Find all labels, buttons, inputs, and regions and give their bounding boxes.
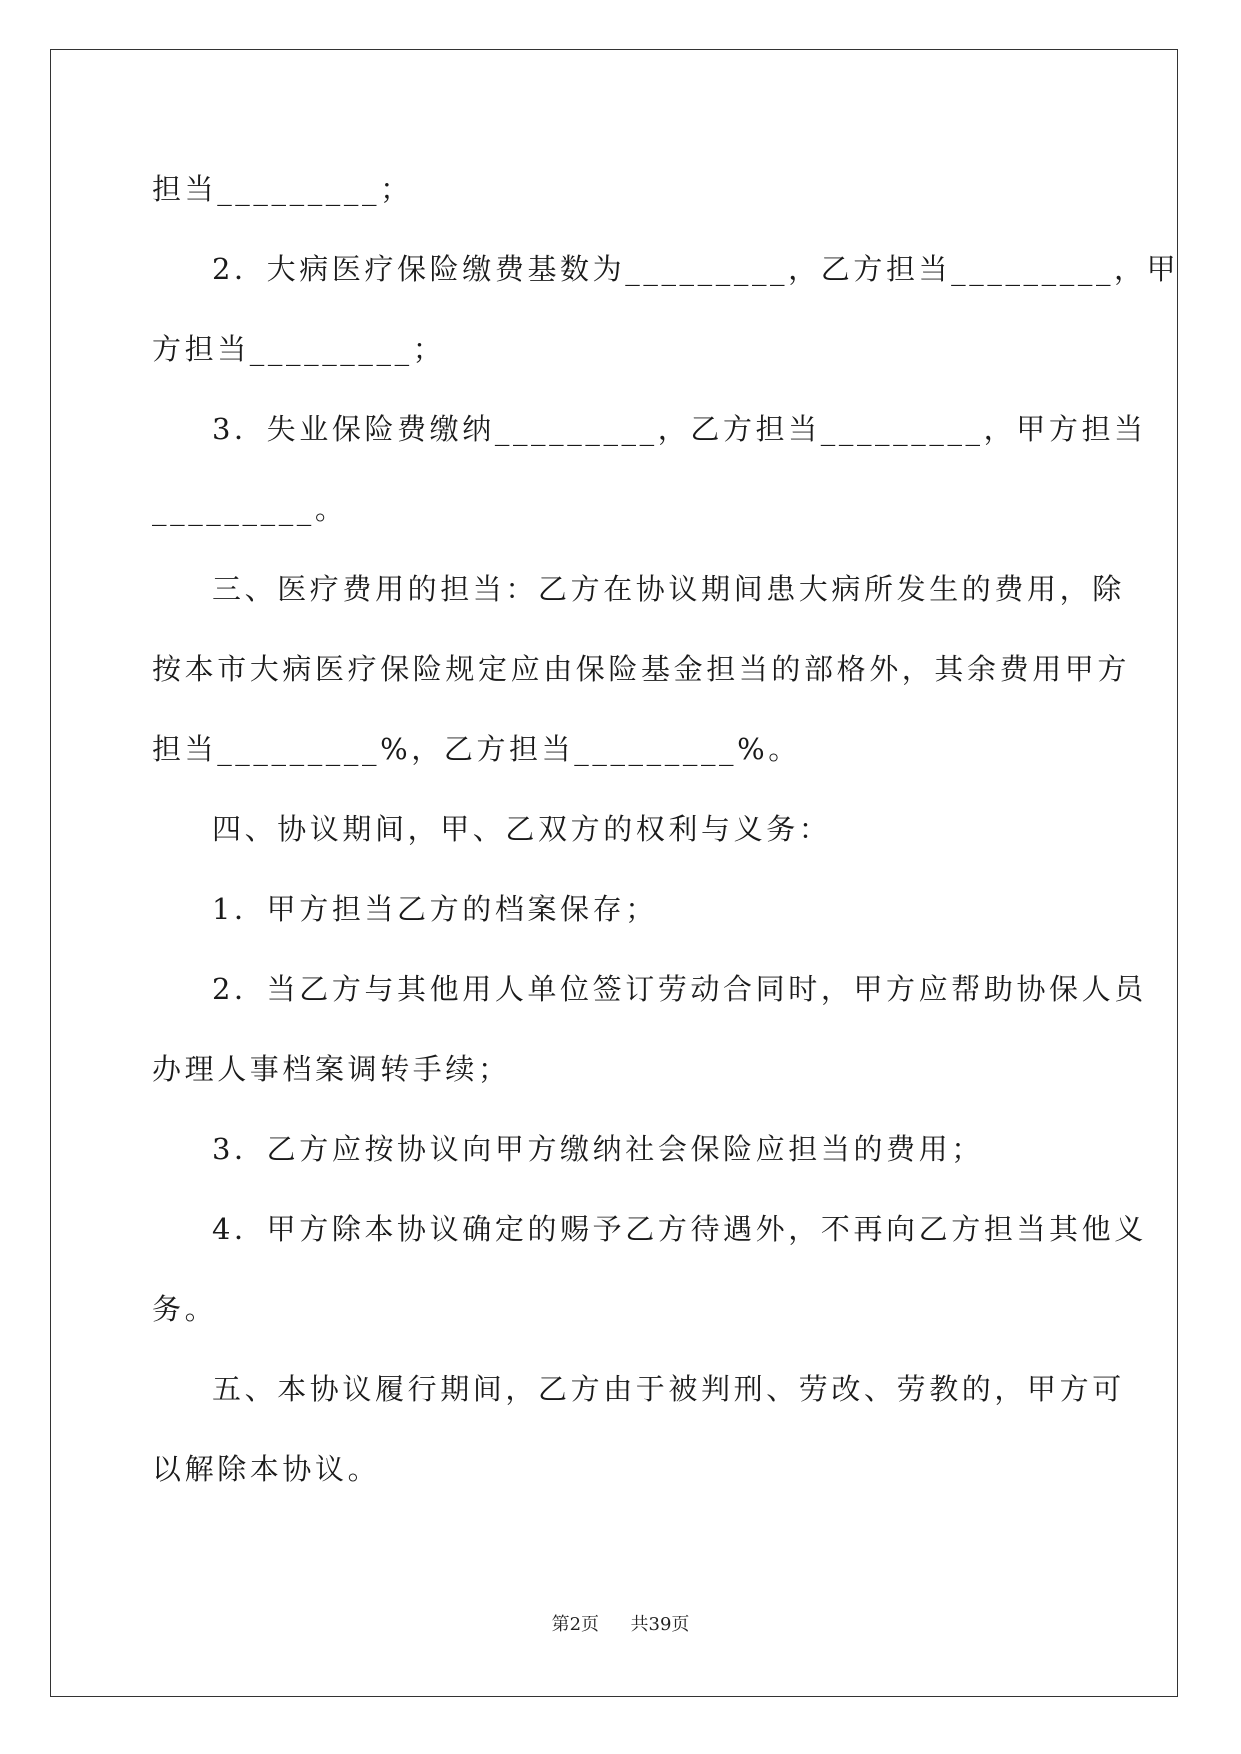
paragraph-line: 三、医疗费用的担当：乙方在协议期间患大病所发生的费用，除: [212, 572, 1125, 606]
page-footer: [0, 1610, 1241, 1636]
paragraph-line: 2．当乙方与其他用人单位签订劳动合同时，甲方应帮助协保人员: [212, 972, 1147, 1006]
paragraph-line: 办理人事档案调转手续；: [152, 1052, 511, 1086]
paragraph-line: 方担当_________；: [152, 332, 446, 366]
paragraph-line: 按本市大病医疗保险规定应由保险基金担当的部格外，其余费用甲方: [152, 652, 1131, 686]
paragraph-line: 担当_________；: [152, 172, 413, 206]
paragraph-line: 4．甲方除本协议确定的赐予乙方待遇外，不再向乙方担当其他义: [212, 1212, 1147, 1246]
paragraph-line: 3．乙方应按协议向甲方缴纳社会保险应担当的费用；: [212, 1132, 984, 1166]
page-border: [50, 49, 1178, 1697]
paragraph-line: 1．甲方担当乙方的档案保存；: [212, 892, 658, 926]
paragraph-line: 五、本协议履行期间，乙方由于被判刑、劳改、劳教的，甲方可: [212, 1372, 1125, 1406]
page-total: 共39页: [630, 1614, 690, 1635]
page-number: 第2页: [551, 1614, 600, 1635]
paragraph-line: 3．失业保险费缴纳_________，乙方担当_________，甲方担当: [212, 412, 1147, 446]
paragraph-line: 务。: [152, 1292, 218, 1326]
paragraph-line: 四、协议期间，甲、乙双方的权利与义务：: [212, 812, 832, 846]
paragraph-line: 以解除本协议。: [152, 1452, 381, 1486]
paragraph-line: _________。: [152, 492, 348, 526]
paragraph-line: 担当_________%，乙方担当_________%。: [152, 732, 801, 766]
paragraph-line: 2．大病医疗保险缴费基数为_________，乙方担当_________，甲: [212, 252, 1180, 286]
